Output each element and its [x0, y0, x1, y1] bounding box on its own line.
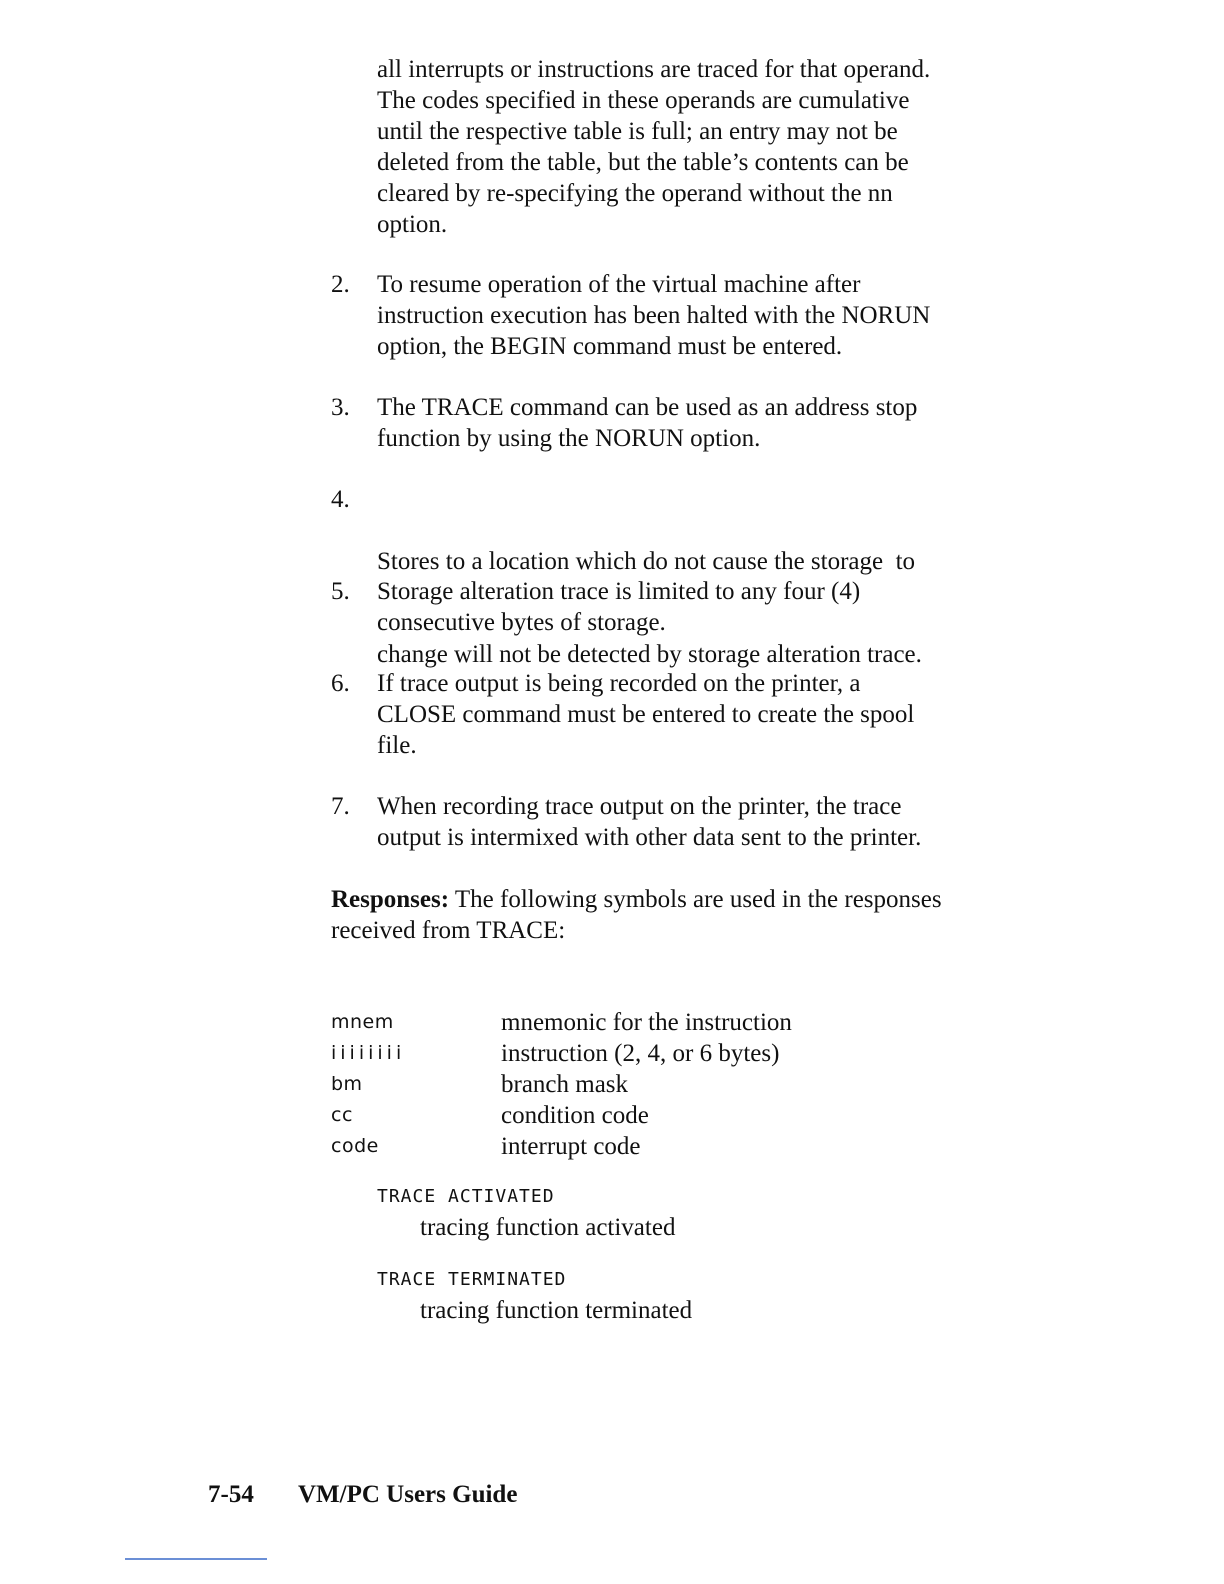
note-number: 4. — [331, 486, 350, 513]
intro-line: all interrupts or instructions are traced for that operand. — [377, 56, 931, 83]
note-line: change will not be detected by storage alteration trace. — [377, 641, 922, 668]
note-text — [377, 269, 930, 362]
symbol-term: bm — [331, 1073, 363, 1095]
note-line: function by using the NORUN option. — [377, 425, 761, 452]
symbol-row — [331, 1007, 792, 1038]
note-line: The TRACE command can be used as an address stop — [377, 394, 918, 421]
responses-heading: Responses: — [331, 886, 450, 913]
intro-line: until the respective table is full; an entry may not be — [377, 118, 898, 145]
note-line: CLOSE command must be entered to create the spool — [377, 701, 915, 728]
symbol-row — [331, 1131, 792, 1162]
intro-line: The codes specified in these operands are cumulative — [377, 87, 910, 114]
intro-line: deleted from the table, but the table’s contents can be — [377, 149, 909, 176]
symbol-term: cc — [331, 1104, 353, 1126]
note-number: 7. — [331, 793, 350, 820]
note-text — [377, 392, 917, 454]
note-text — [377, 576, 860, 638]
responses-line — [331, 884, 942, 915]
responses-paragraph — [331, 884, 942, 946]
page-number: 7-54 — [208, 1481, 254, 1508]
responses-line: received from TRACE: — [331, 917, 566, 944]
symbol-term: mnem — [331, 1011, 394, 1033]
note-line: consecutive bytes of storage. — [377, 609, 666, 636]
note-number: 3. — [331, 394, 350, 421]
note-number: 5. — [331, 578, 350, 605]
note-line: Storage alteration trace is limited to any four (4) — [377, 578, 861, 605]
note-line: instruction execution has been halted with the NORUN — [377, 302, 931, 329]
note-line: Stores to a location which do not cause the storage to — [377, 548, 916, 575]
note-line: To resume operation of the virtual machine after — [377, 271, 861, 298]
note-line: When recording trace output on the printer, the trace — [377, 793, 902, 820]
symbol-term: code — [331, 1135, 379, 1157]
note-line: option, the BEGIN command must be entered. — [377, 333, 843, 360]
symbol-row — [331, 1100, 792, 1131]
message-description: tracing function activated — [420, 1214, 676, 1241]
note-text — [377, 791, 921, 853]
symbol-definition: branch mask — [501, 1071, 629, 1098]
note-text — [377, 668, 914, 761]
symbol-definition: instruction (2, 4, or 6 bytes) — [501, 1040, 780, 1067]
symbols-table — [331, 1007, 792, 1162]
symbol-definition: interrupt code — [501, 1133, 641, 1160]
document-title: VM/PC Users Guide — [298, 1481, 518, 1508]
symbol-row — [331, 1069, 792, 1100]
bottom-rule — [125, 1558, 267, 1560]
symbol-definition: mnemonic for the instruction — [501, 1009, 792, 1036]
note-number: 2. — [331, 271, 350, 298]
intro-paragraph — [377, 54, 930, 240]
symbol-definition: condition code — [501, 1102, 649, 1129]
symbol-row — [331, 1038, 792, 1069]
message-code: TRACE ACTIVATED — [377, 1186, 555, 1207]
note-line: output is intermixed with other data sent to the printer. — [377, 824, 922, 851]
symbol-term: iiiiiiii — [331, 1042, 406, 1064]
intro-line: cleared by re-specifying the operand without the nn — [377, 180, 893, 207]
intro-line: option. — [377, 211, 448, 238]
note-line: If trace output is being recorded on the printer, a — [377, 670, 861, 697]
message-code: TRACE TERMINATED — [377, 1269, 567, 1290]
note-number: 6. — [331, 670, 350, 697]
note-line: file. — [377, 732, 417, 759]
responses-text: The following symbols are used in the responses — [449, 886, 942, 913]
message-description: tracing function terminated — [420, 1297, 693, 1324]
